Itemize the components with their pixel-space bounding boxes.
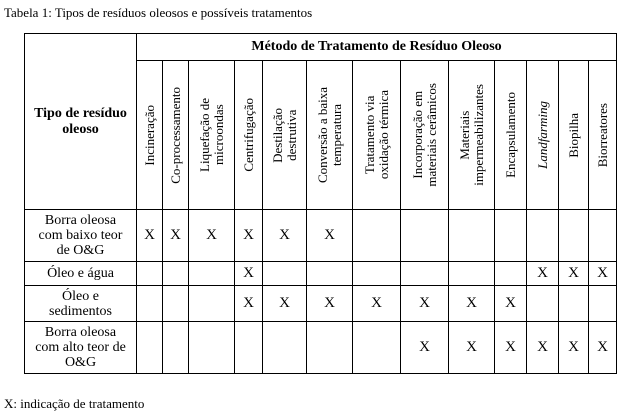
- table-row: [25, 322, 617, 374]
- treatment-cell: [137, 262, 163, 286]
- method-header-cell: [401, 61, 449, 210]
- row-label: [25, 210, 137, 262]
- treatment-cell: [401, 210, 449, 262]
- method-label: Incineração: [141, 104, 157, 166]
- treatment-table: [24, 33, 617, 374]
- treatment-cell: [401, 262, 449, 286]
- treatment-mark: X: [279, 227, 290, 243]
- treatment-cell: [449, 286, 495, 322]
- treatment-cell: [401, 322, 449, 374]
- treatment-cell: [353, 322, 401, 374]
- treatment-cell: [137, 286, 163, 322]
- treatment-mark: X: [505, 339, 516, 355]
- treatment-cell: [495, 210, 527, 262]
- treatment-mark: X: [419, 339, 430, 355]
- method-label: Landfarming: [534, 101, 550, 169]
- method-label: Materiais impermeabilizantes: [456, 84, 486, 186]
- treatment-mark: X: [597, 339, 608, 355]
- treatment-cell: [235, 286, 263, 322]
- treatment-mark: X: [170, 227, 181, 243]
- method-label: Liquefação de microondas: [196, 98, 226, 172]
- treatment-mark: X: [324, 227, 335, 243]
- treatment-cell: [263, 286, 307, 322]
- treatment-cell: [589, 322, 617, 374]
- treatment-mark: X: [568, 339, 579, 355]
- method-header-cell: [263, 61, 307, 210]
- method-header-cell: [527, 61, 559, 210]
- treatment-cell: [307, 210, 353, 262]
- treatment-cell: [559, 210, 589, 262]
- treatment-cell: [307, 286, 353, 322]
- method-label: Tratamento via oxidação térmica: [361, 90, 391, 180]
- treatment-mark: X: [597, 265, 608, 281]
- treatment-cell: [495, 286, 527, 322]
- method-label: Biorreatores: [594, 102, 610, 168]
- treatment-cell: [449, 210, 495, 262]
- type-header-label: Tipo de resíduo oleoso: [34, 105, 127, 137]
- treatment-cell: [527, 286, 559, 322]
- type-header: [25, 34, 137, 210]
- treatment-cell: [189, 286, 235, 322]
- row-label: [25, 286, 137, 322]
- table-row: [25, 286, 617, 322]
- treatment-cell: [449, 262, 495, 286]
- method-header-cell: [589, 61, 617, 210]
- table-row: [25, 262, 617, 286]
- treatment-cell: [307, 322, 353, 374]
- method-header-cell: [235, 61, 263, 210]
- treatment-cell: [559, 286, 589, 322]
- treatment-cell: [559, 262, 589, 286]
- method-header-cell: [559, 61, 589, 210]
- method-label: Destilação destrutiva: [269, 107, 299, 163]
- table-caption: Tabela 1: Tipos de resíduos oleosos e possíveis tratamentos: [4, 5, 313, 20]
- method-header-cell: [353, 61, 401, 210]
- table-row: [25, 210, 617, 262]
- method-header-cell: [495, 61, 527, 210]
- treatment-cell: [589, 262, 617, 286]
- group-header: [137, 34, 617, 61]
- treatment-mark: X: [537, 339, 548, 355]
- treatment-cell: [527, 262, 559, 286]
- treatment-mark: X: [279, 295, 290, 311]
- row-label: [25, 322, 137, 374]
- treatment-cell: [495, 322, 527, 374]
- treatment-cell: [589, 210, 617, 262]
- treatment-mark: X: [206, 227, 217, 243]
- treatment-cell: [353, 262, 401, 286]
- treatment-cell: [263, 262, 307, 286]
- treatment-cell: [137, 322, 163, 374]
- row-label-text: Borra oleosa com baixo teor de O&G: [38, 213, 123, 258]
- treatment-mark: X: [537, 265, 548, 281]
- method-header-cell: [307, 61, 353, 210]
- treatment-mark: X: [243, 227, 254, 243]
- table-body: [25, 210, 617, 374]
- treatment-cell: [527, 322, 559, 374]
- method-label: Encapsulamento: [502, 92, 518, 178]
- method-label: Biopilha: [565, 112, 581, 158]
- treatment-cell: [189, 262, 235, 286]
- treatment-cell: [189, 322, 235, 374]
- row-label-text: Óleo e sedimentos: [49, 288, 112, 319]
- row-label-text: Óleo e água: [47, 266, 114, 281]
- treatment-mark: X: [243, 265, 254, 281]
- method-label: Centrifugação: [240, 98, 256, 172]
- method-header-cell: [163, 61, 189, 210]
- treatment-cell: [235, 262, 263, 286]
- method-header-cell: [137, 61, 163, 210]
- treatment-cell: [353, 286, 401, 322]
- treatment-cell: [263, 210, 307, 262]
- treatment-cell: [137, 210, 163, 262]
- method-label: Co-processamento: [167, 86, 183, 184]
- method-header-cell: [449, 61, 495, 210]
- treatment-cell: [559, 322, 589, 374]
- treatment-cell: [307, 262, 353, 286]
- treatment-mark: X: [243, 295, 254, 311]
- treatment-mark: X: [371, 295, 382, 311]
- row-label-text: Borra oleosa com alto teor de O&G: [35, 325, 126, 370]
- row-label: [25, 262, 137, 286]
- treatment-mark: X: [466, 295, 477, 311]
- treatment-cell: [163, 262, 189, 286]
- treatment-cell: [235, 322, 263, 374]
- method-label: Conversão a baixa temperatura: [314, 86, 344, 184]
- treatment-cell: [263, 322, 307, 374]
- treatment-mark: X: [324, 295, 335, 311]
- treatment-mark: X: [144, 227, 155, 243]
- treatment-cell: [189, 210, 235, 262]
- treatment-cell: [589, 286, 617, 322]
- treatment-cell: [163, 286, 189, 322]
- treatment-cell: [527, 210, 559, 262]
- treatment-cell: [401, 286, 449, 322]
- treatment-mark: X: [568, 265, 579, 281]
- treatment-cell: [495, 262, 527, 286]
- treatment-cell: [235, 210, 263, 262]
- treatment-mark: X: [419, 295, 430, 311]
- treatment-cell: [163, 210, 189, 262]
- treatment-mark: X: [505, 295, 516, 311]
- treatment-cell: [449, 322, 495, 374]
- treatment-cell: [353, 210, 401, 262]
- method-header-cell: [189, 61, 235, 210]
- treatment-mark: X: [466, 339, 477, 355]
- table-footnote: X: indicação de tratamento: [4, 396, 145, 411]
- method-label: Incorporação em materiais cerâmicos: [409, 83, 439, 187]
- treatment-cell: [163, 322, 189, 374]
- group-header-label: Método de Tratamento de Resíduo Oleoso: [251, 39, 502, 54]
